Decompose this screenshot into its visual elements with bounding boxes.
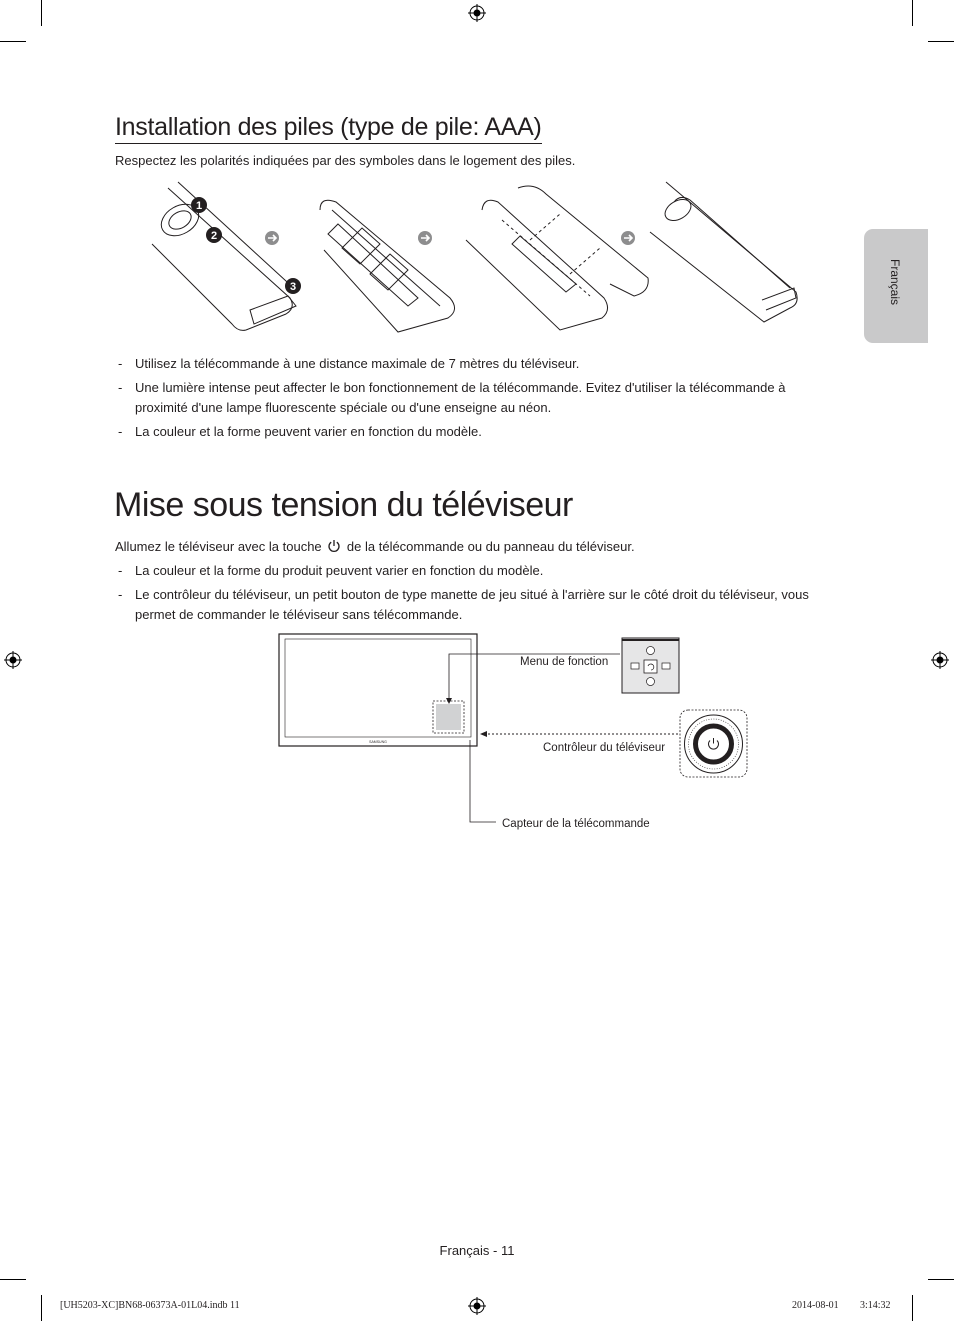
menu-icon: [631, 663, 639, 669]
battery-installation-illustration: [150, 180, 802, 338]
print-date: 2014-08-01: [792, 1300, 839, 1311]
battery-intro: Respectez les polarités indiquées par des symboles dans le logement des piles.: [115, 153, 576, 168]
step-number-3: 3: [289, 281, 297, 293]
crop-mark: [41, 0, 42, 26]
crop-mark: [912, 0, 913, 26]
remote-step-2: [320, 200, 455, 332]
list-item: - Une lumière intense peut affecter le bon fonctionnement de la télécommande. Evitez d'utiliser la télécommande à proximité d'une lampe fluorescente spéciale ou d'une enseigne au néon.: [118, 380, 786, 415]
settings-icon: [647, 647, 655, 655]
sensor-leader-line: [470, 740, 496, 822]
return-icon: [644, 660, 657, 673]
source-icon: [662, 663, 670, 669]
print-file-name: [UH5203-XC]BN68-06373A-01L04.indb 11: [60, 1300, 240, 1311]
crop-mark: [928, 1279, 954, 1280]
power-icon: [327, 539, 341, 553]
power-intro: Allumez le téléviseur avec la touche de la télécommande ou du panneau du téléviseur.: [115, 539, 635, 554]
tv-controller-label: Contrôleur du téléviseur: [543, 742, 666, 754]
battery-notes: [115, 354, 825, 446]
sensor-area: [436, 704, 461, 730]
registration-mark-icon: [931, 651, 949, 669]
menu-function-label: Menu de fonction: [520, 656, 609, 668]
tv-controller-diagram: [276, 632, 752, 836]
power-notes: [115, 561, 825, 629]
crop-mark: [0, 1279, 26, 1280]
page-number: Français - 11: [439, 1243, 515, 1258]
power-off-icon: [647, 678, 655, 686]
remote-step-4: [650, 182, 797, 322]
remote-sensor-label: Capteur de la télécommande: [502, 818, 650, 830]
crop-mark: [928, 41, 954, 42]
list-item: - La couleur et la forme du produit peuvent varier en fonction du modèle.: [118, 563, 544, 578]
registration-mark-icon: [468, 1297, 486, 1315]
crop-mark: [41, 1295, 42, 1321]
print-time: 3:14:32: [860, 1300, 891, 1311]
list-item: - Utilisez la télécommande à une distance maximale de 7 mètres du téléviseur.: [118, 356, 580, 371]
section-title-power: Mise sous tension du téléviseur: [114, 486, 573, 524]
crop-mark: [912, 1295, 913, 1321]
registration-mark-icon: [468, 4, 486, 22]
language-tab: [864, 229, 928, 343]
tv-brand-logo: SAMSUNG: [369, 740, 387, 744]
list-item: - Le contrôleur du téléviseur, un petit bouton de type manette de jeu situé à l'arrière sur le côté droit du téléviseur, vous permet de commander le téléviseur sans télécommande.: [118, 587, 809, 622]
remote-step-1: [152, 182, 298, 330]
remote-step-3: [466, 186, 648, 330]
controller-inner-ring: [696, 726, 732, 762]
step-number-1: 1: [195, 200, 203, 212]
crop-mark: [0, 41, 26, 42]
section-title-battery: Installation des piles (type de pile: AAA): [115, 112, 542, 144]
list-item: - La couleur et la forme peuvent varier en fonction du modèle.: [118, 423, 482, 439]
language-tab-label: Français: [888, 259, 902, 306]
step-number-2: 2: [210, 230, 218, 242]
registration-mark-icon: [4, 651, 22, 669]
